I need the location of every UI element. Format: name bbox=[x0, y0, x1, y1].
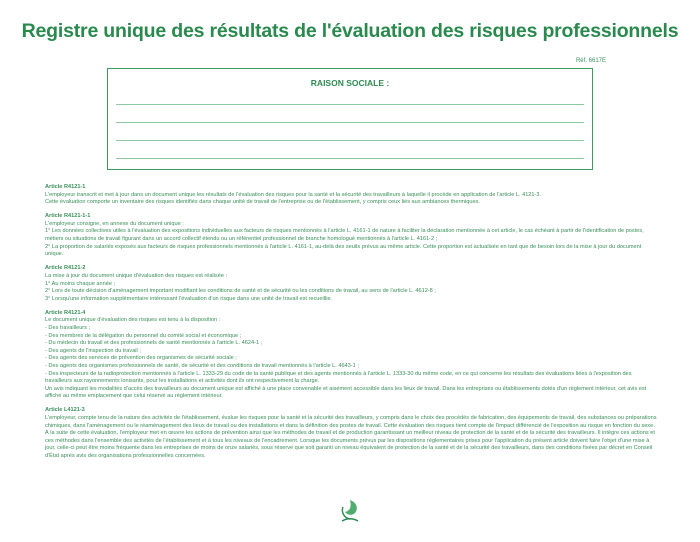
article-text: 2° Lors de toute décision d'aménagement important modifiant les conditions de santé et de sécurité ou les conditions de travail, au sens de l'article L. 4612-8 ; bbox=[45, 288, 436, 295]
article-text: L'employeur transcrit et met à jour dans un document unique les résultats de l'évaluation des risques pour la santé et la sécurité des travailleurs à laquelle il procède en application de l'article L. 4121-3. bbox=[45, 191, 542, 198]
article-block bbox=[45, 213, 657, 259]
company-name-box bbox=[107, 68, 593, 170]
company-name-line[interactable] bbox=[116, 158, 584, 159]
reference-number: Réf. 6617E bbox=[575, 58, 606, 64]
article-block bbox=[45, 184, 657, 207]
article-title: Article L4121-3 bbox=[45, 407, 85, 414]
article-text: - Des membres de la délégation du personnel du comité social et économique ; bbox=[45, 332, 242, 339]
article-text: 2° La proportion de salariés exposés aux facteurs de risques professionnels mentionnés à l'article L. 4161-1, au-delà des seuils prévus au même article. Cette proportion est actualisée en tant que de besoin lors de la mise à jour du document unique. bbox=[45, 243, 642, 258]
article-text: L'employeur, compte tenu de la nature des activités de l'établissement, évalue les risques pour la santé et la sécurité des travailleurs, y compris dans le choix des procédés de fabrication, des équipements de travail, des substances ou préparations chimiques, dans l'aménagement ou le réaménagement des lieux de travail ou des installations et dans la définition des postes de travail. Cette évaluation des risques tient compte de l'impact différencié de l'exposition au risque en fonction du sexe. À la suite de cette évaluation, l'employeur met en œuvre les actions de prévention ainsi que les méthodes de travail et de production garantissant un meilleur niveau de protection de la santé et de la sécurité des travailleurs. Il intègre ces actions et ces méthodes dans l'ensemble des activités de l'établissement et à tous les niveaux de l'encadrement. Lorsque les documents prévus par les dispositions réglementaires prises pour l'application du présent article doivent faire l'objet d'une mise à jour, celle-ci peut être moins fréquente dans les entreprises de moins de onze salariés, sous réserve que soit garanti un niveau équivalent de protection de la santé et de la sécurité des travailleurs, dans des conditions fixées par décret en Conseil d'État après avis des organisations professionnelles concernées. bbox=[45, 415, 657, 459]
article-block bbox=[45, 310, 657, 401]
page-title: Registre unique des résultats de l'évaluation des risques professionnels bbox=[21, 20, 679, 42]
article-text: - Des agents de l'inspection du travail ; bbox=[45, 347, 141, 354]
article-text: - Des inspecteurs de la radioprotection mentionnés à l'article L. 1333-29 du code de la santé publique et des agents mentionnés à l'article L. 1333-30 du même code, en ce qui concerne les résultats des évaluations liées à l'exposition des travailleurs aux rayonnements ionisants, pour les installations et activités dont ils ont respectivement la charge. bbox=[45, 370, 632, 385]
article-title: Article R4121-1 bbox=[45, 184, 86, 190]
article-text: L'employeur consigne, en annexe du document unique : bbox=[45, 220, 184, 227]
company-name-line[interactable] bbox=[116, 104, 584, 105]
article-text: La mise à jour du document unique d'évaluation des risques est réalisée : bbox=[45, 272, 228, 279]
company-name-line[interactable] bbox=[116, 122, 584, 123]
article-text: - Des agents des services de prévention des organismes de sécurité sociale ; bbox=[45, 355, 237, 362]
article-text: - Des travailleurs ; bbox=[45, 325, 91, 331]
article-text: - Des agents des organismes professionnels de santé, de sécurité et des conditions de travail mentionnés à l'article L. 4643-1 ; bbox=[45, 362, 359, 369]
article-text: - Du médecin du travail et des professionnels de santé mentionnés à l'article L. 4624-1 ; bbox=[45, 340, 263, 347]
article-title: Article R4121-2 bbox=[45, 265, 86, 272]
article-text: Un avis indiquant les modalités d'accès des travailleurs au document unique est affiché à une place convenable et aisément accessible dans les lieux de travail. Dans les entreprises ou établissements dotés d'un règlement intérieur, cet avis est affiché au même emplacement que celui réservé au règlement intérieur. bbox=[45, 385, 647, 400]
company-name-line[interactable] bbox=[116, 140, 584, 141]
article-block bbox=[45, 407, 657, 460]
article-text: 1° Au moins chaque année ; bbox=[45, 280, 116, 287]
article-title: Article R4121-1-1 bbox=[45, 213, 91, 220]
company-name-label: RAISON SOCIALE : bbox=[310, 78, 390, 88]
articles-section bbox=[45, 184, 657, 467]
article-block bbox=[45, 265, 657, 303]
article-text: 1° Les données collectives utiles à l'évaluation des expositions individuelles aux facteurs de risques mentionnés à l'article L. 4161-1 de nature à faciliter la déclaration mentionnée à cet article, le cas échéant à partir de l'identification de postes, métiers ou situations de travail figurant dans un accord collectif étendu ou un référentiel professionnel de branche homologué mentionnés à l'article L. 4161-2 ; bbox=[45, 228, 644, 243]
article-text: Le document unique d'évaluation des risques est tenu à la disposition : bbox=[45, 317, 221, 324]
article-text: Cette évaluation comporte un inventaire des risques identifiés dans chaque unité de travail de l'entreprise ou de l'établissement, y compris ceux liés aux ambiances thermiques. bbox=[45, 199, 480, 206]
leaf-logo-icon bbox=[338, 498, 362, 524]
article-title: Article R4121-4 bbox=[45, 309, 86, 316]
article-text: 3° Lorsqu'une information supplémentaire intéressant l'évaluation d'un risque dans une unité de travail est recueillie. bbox=[45, 295, 333, 302]
